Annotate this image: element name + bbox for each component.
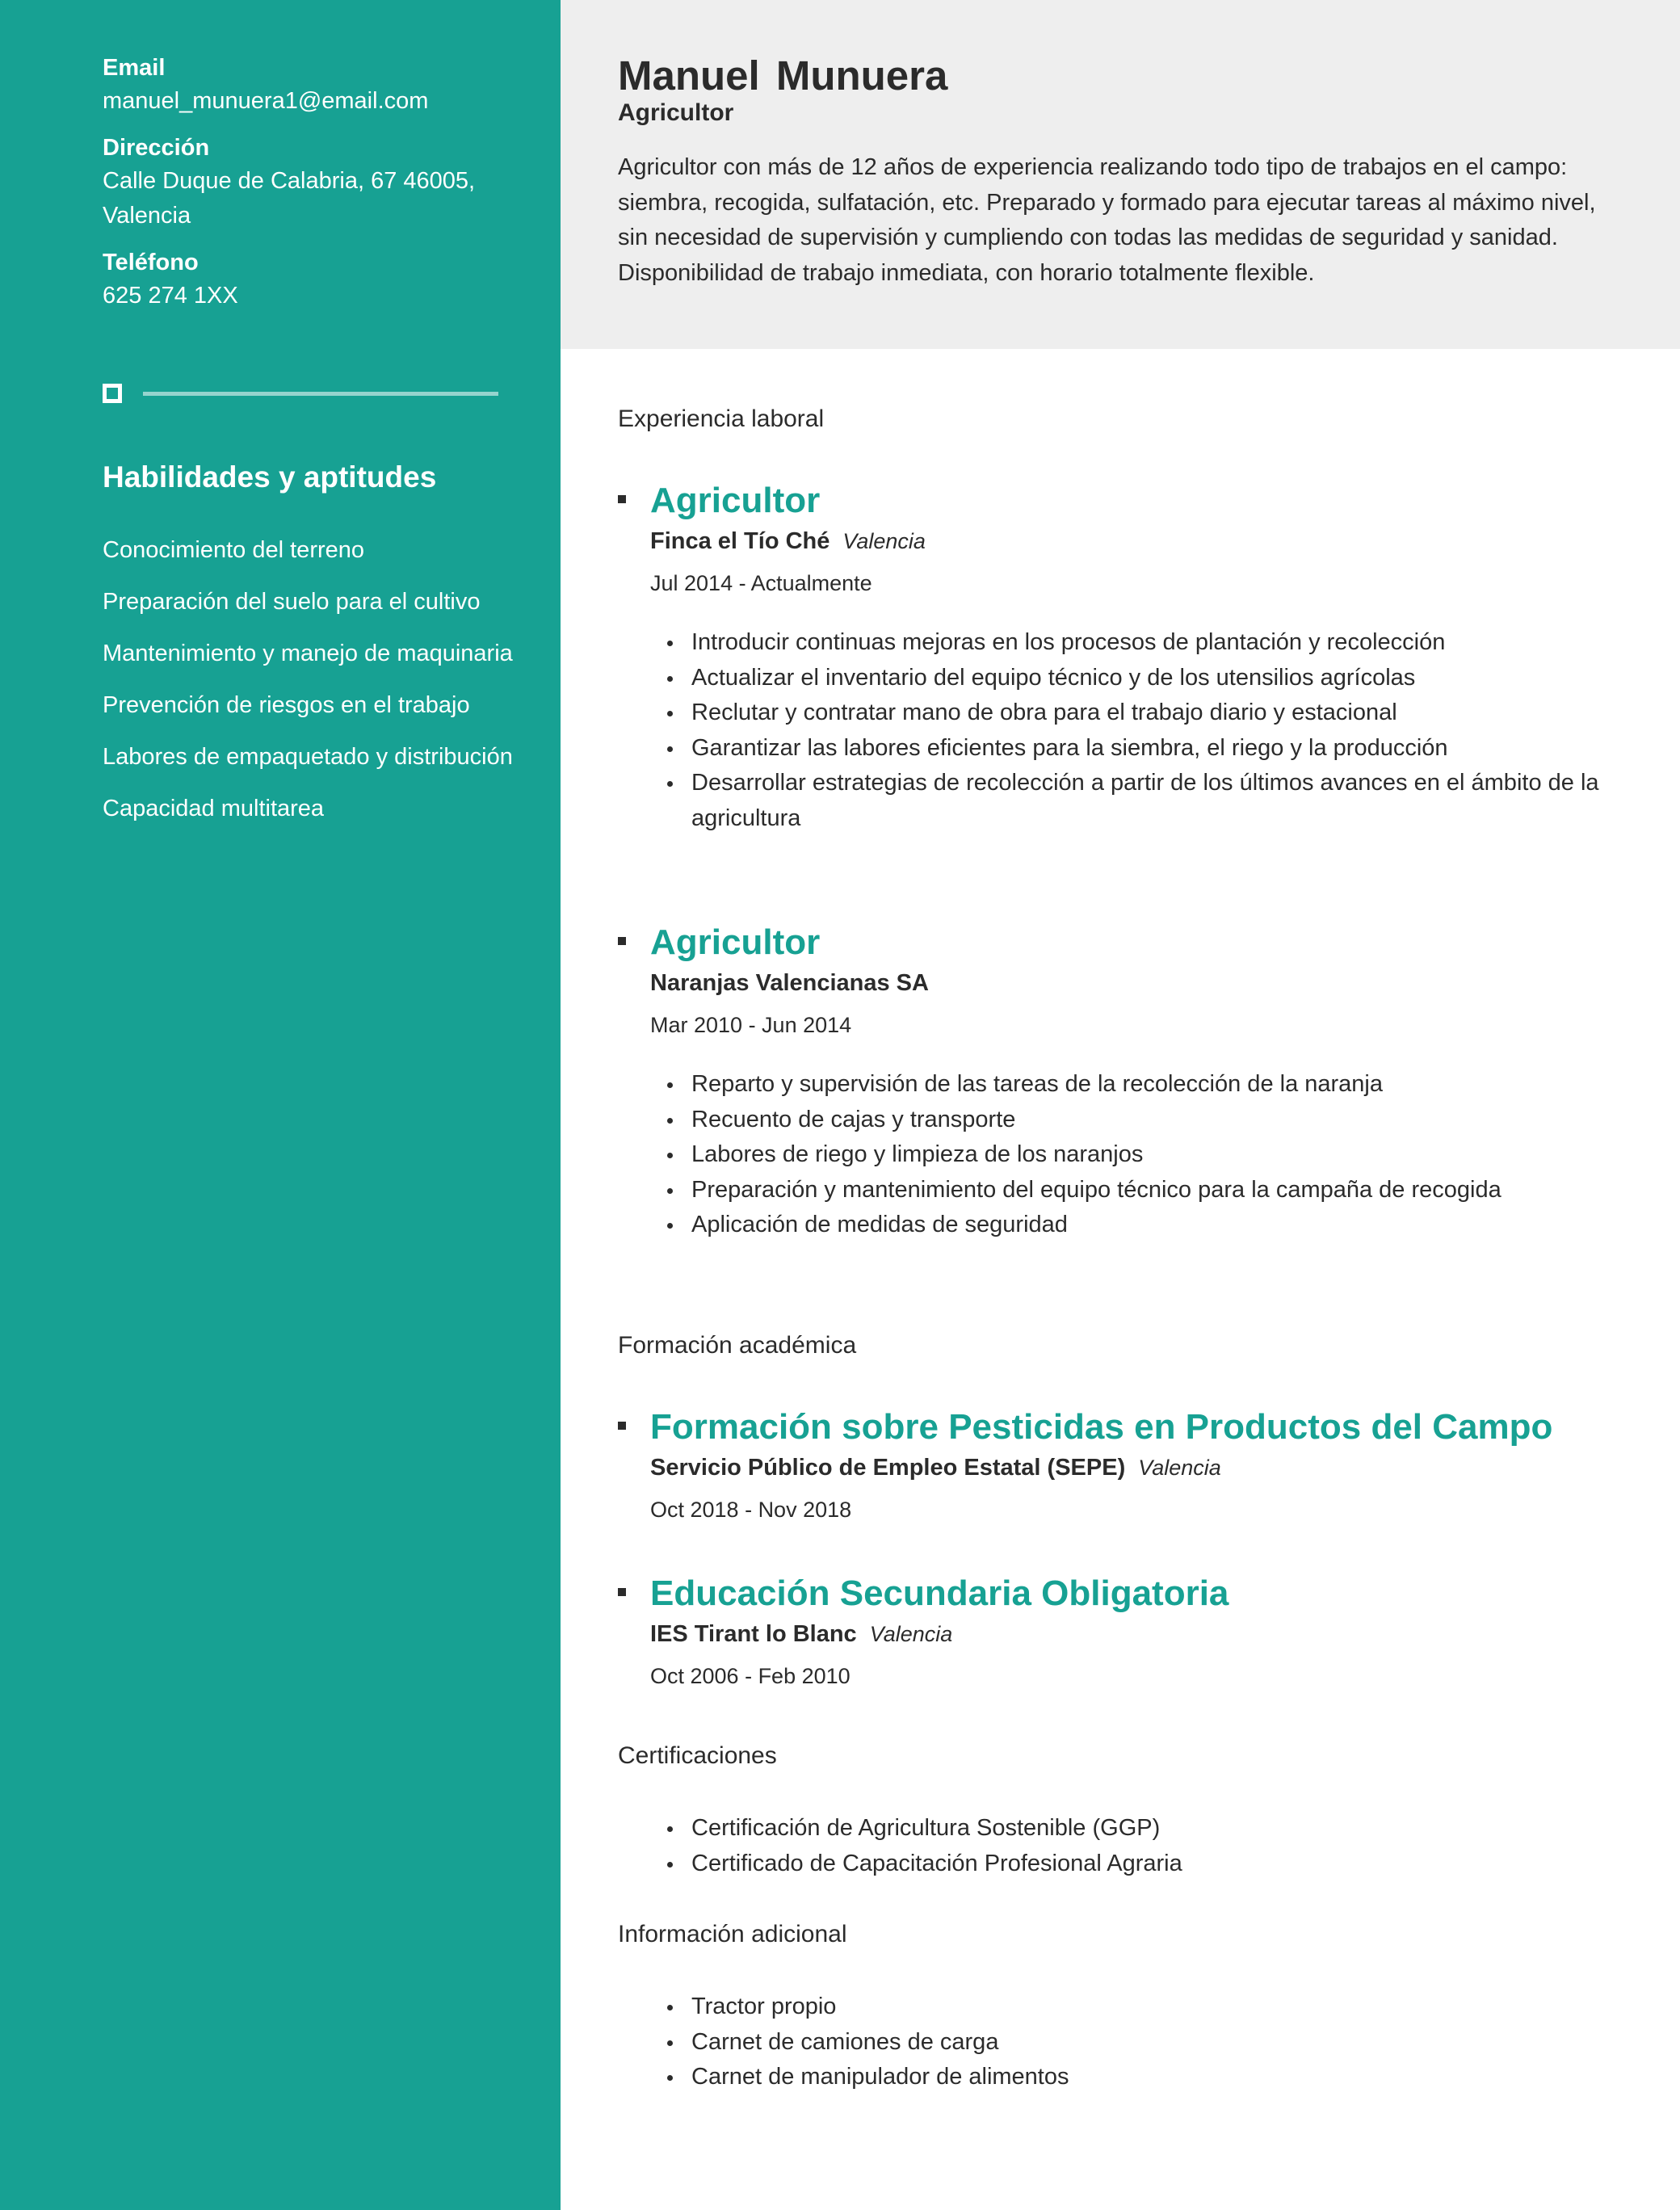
- address-line-2: Valencia: [103, 203, 191, 229]
- profile-summary: Agricultor con más de 12 años de experiencia realizando todo tipo de trabajos en el campo: siembra, recogida, sulfatación, etc. Preparado y formado para ejecutar tareas al máximo nivel, sin necesidad de supervisión y cumpliendo con todas las medidas de seguridad y sanidad. Disponibilidad de trabajo inmediata, con horario totalmente flexible.: [618, 154, 1596, 286]
- bullet-dot-icon: [667, 2075, 673, 2081]
- job-company-line: [650, 967, 929, 999]
- education-dates: Oct 2006 - Feb 2010: [650, 1664, 850, 1688]
- list-item: Certificado de Capacitación Profesional Agraria: [662, 1847, 1607, 1882]
- list-item: Desarrollar estrategias de recolección a partir de los últimos avances en el ámbito de la agricultura: [662, 766, 1607, 836]
- email-label: Email: [103, 55, 166, 81]
- job-title: Agricultor: [650, 922, 821, 962]
- skill-item: Capacidad multitarea: [103, 796, 325, 821]
- job-tasks: [662, 1067, 1607, 1243]
- list-item: Reparto y supervisión de las tareas de la recolección de la naranja: [662, 1067, 1607, 1103]
- education-section-title: Formación académica: [618, 1332, 857, 1359]
- bullet-dot-icon: [667, 711, 673, 716]
- additional-section-title: Información adicional: [618, 1921, 847, 1947]
- education-school: Servicio Público de Empleo Estatal (SEPE): [650, 1455, 1126, 1481]
- square-bullet-icon: [618, 1422, 626, 1430]
- sidebar-divider: [103, 383, 498, 404]
- skill-item: Conocimiento del terreno: [103, 537, 365, 563]
- skill-item: Labores de empaquetado y distribución: [103, 744, 513, 770]
- list-item: Recuento de cajas y transporte: [662, 1103, 1607, 1138]
- bullet-dot-icon: [667, 641, 673, 646]
- bullet-dot-icon: [667, 2005, 673, 2010]
- skill-item: Prevención de riesgos en el trabajo: [103, 692, 470, 718]
- contact-block: [103, 52, 506, 326]
- skills-list: [103, 533, 523, 843]
- bullet-dot-icon: [667, 1082, 673, 1088]
- job-company: Naranjas Valencianas SA: [650, 970, 929, 996]
- certifications-section-title: Certificaciones: [618, 1742, 777, 1769]
- divider-line: [143, 392, 498, 396]
- square-bullet-icon: [618, 495, 626, 503]
- bullet-dot-icon: [667, 1153, 673, 1158]
- list-item: Actualizar el inventario del equipo técnico y de los utensilios agrícolas: [662, 661, 1607, 696]
- education-school: IES Tirant lo Blanc: [650, 1621, 857, 1647]
- phone-label: Teléfono: [103, 250, 199, 275]
- address-label: Dirección: [103, 135, 210, 161]
- email-value[interactable]: manuel_munuera1@email.com: [103, 88, 429, 114]
- bullet-dot-icon: [667, 1862, 673, 1868]
- job-tasks: [662, 625, 1607, 836]
- list-item: Garantizar las labores eficientes para la siembra, el riego y la producción: [662, 731, 1607, 767]
- list-item: Preparación y mantenimiento del equipo técnico para la campaña de recogida: [662, 1173, 1607, 1208]
- skills-title: Habilidades y aptitudes: [103, 460, 437, 494]
- experience-section-title: Experiencia laboral: [618, 405, 825, 432]
- person-role: Agricultor: [618, 99, 734, 126]
- list-item: Labores de riego y limpieza de los naranjos: [662, 1137, 1607, 1173]
- sidebar: [0, 0, 561, 2210]
- square-icon: [103, 384, 122, 403]
- bullet-dot-icon: [667, 1188, 673, 1194]
- square-bullet-icon: [618, 1588, 626, 1596]
- job-title: Agricultor: [650, 481, 821, 520]
- education-location: Valencia: [1138, 1456, 1221, 1480]
- list-item: Reclutar y contratar mano de obra para el trabajo diario y estacional: [662, 695, 1607, 731]
- skill-item: Mantenimiento y manejo de maquinaria: [103, 641, 513, 666]
- list-item: Tractor propio: [662, 1989, 1607, 2025]
- person-name: Manuel Munuera: [618, 53, 948, 99]
- job-dates: Jul 2014 - Actualmente: [650, 571, 872, 595]
- additional-list: [662, 1989, 1607, 2095]
- job-company-line: [650, 525, 926, 557]
- education-school-line: [650, 1618, 952, 1650]
- job-location: Valencia: [842, 529, 926, 553]
- bullet-dot-icon: [667, 1118, 673, 1124]
- skill-item: Preparación del suelo para el cultivo: [103, 589, 481, 615]
- list-item: Introducir continuas mejoras en los procesos de plantación y recolección: [662, 625, 1607, 661]
- education-dates: Oct 2018 - Nov 2018: [650, 1498, 852, 1522]
- address-line-1: Calle Duque de Calabria, 67 46005,: [103, 168, 476, 194]
- education-school-line: [650, 1452, 1221, 1484]
- education-location: Valencia: [869, 1622, 953, 1646]
- certifications-list: [662, 1811, 1607, 1881]
- bullet-dot-icon: [667, 676, 673, 682]
- bullet-dot-icon: [667, 1223, 673, 1229]
- list-item: Certificación de Agricultura Sostenible (GGP): [662, 1811, 1607, 1847]
- bullet-dot-icon: [667, 781, 673, 787]
- education-title: Educación Secundaria Obligatoria: [650, 1573, 1229, 1613]
- bullet-dot-icon: [667, 2040, 673, 2046]
- list-item: Carnet de manipulador de alimentos: [662, 2060, 1607, 2095]
- list-item: Carnet de camiones de carga: [662, 2025, 1607, 2061]
- job-dates: Mar 2010 - Jun 2014: [650, 1013, 852, 1037]
- bullet-dot-icon: [667, 746, 673, 752]
- job-company: Finca el Tío Ché: [650, 528, 830, 554]
- bullet-dot-icon: [667, 1826, 673, 1832]
- education-title: Formación sobre Pesticidas en Productos del Campo: [650, 1407, 1553, 1447]
- phone-value: 625 274 1XX: [103, 283, 238, 309]
- square-bullet-icon: [618, 937, 626, 945]
- list-item: Aplicación de medidas de seguridad: [662, 1208, 1607, 1243]
